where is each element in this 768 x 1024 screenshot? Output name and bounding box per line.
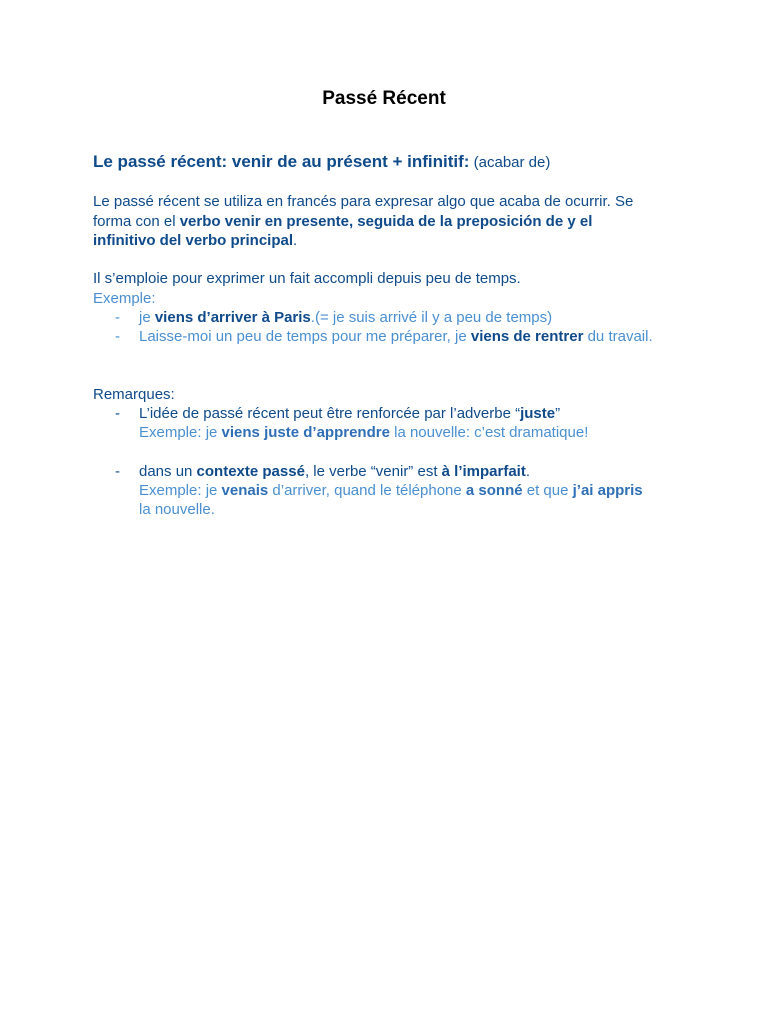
r2-post: . [525, 463, 531, 480]
ex1-pre: je [139, 309, 155, 326]
r2-ex-bold1: venais [221, 482, 269, 499]
r2-mid: , le verbe “venir” est [304, 463, 442, 480]
page-title: Passé Récent [322, 88, 446, 109]
section-heading [93, 152, 550, 172]
example-1 [139, 308, 552, 327]
bullet: - [115, 463, 120, 480]
bullet: - [115, 309, 120, 326]
r1-ex-post: la nouvelle: c’est dramatique! [389, 424, 589, 441]
ex2-post: du travail. [583, 328, 653, 345]
heading-main: Le passé récent: venir de au présent + infinitif: [93, 152, 470, 171]
r1-ex-bold: viens juste d’apprendre [221, 424, 390, 441]
remark-1-example [139, 423, 588, 442]
ex2-pre: Laisse-moi un peu de temps pour me préparer, je [139, 328, 471, 345]
r2-ex-mid2: et que [522, 482, 573, 499]
r2-pre: dans un [139, 463, 197, 480]
remarques-label: Remarques: [93, 386, 175, 403]
intro-l3-bold: infinitivo del verbo principal [93, 232, 294, 249]
r1-pre: L’idée de passé récent peut être renforcée par l’adverbe “ [139, 405, 521, 422]
intro-l3-post: . [293, 232, 298, 249]
ex1-post: .(= je suis arrivé il y a peu de temps) [310, 309, 553, 326]
ex1-bold: viens d’arriver à Paris [154, 309, 311, 326]
bullet: - [115, 328, 120, 345]
r2-bold2: à l’imparfait [441, 463, 526, 480]
intro-line-1: Le passé récent se utiliza en francés para expresar algo que acaba de ocurrir. Se [93, 193, 634, 210]
remark-2-example-line-2: la nouvelle. [139, 501, 215, 518]
bullet: - [115, 405, 120, 422]
r2-bold1: contexte passé [196, 463, 305, 480]
remark-2-example [139, 481, 643, 500]
r1-ex-pre: Exemple: je [139, 424, 222, 441]
remark-2 [139, 462, 530, 481]
intro-l2-bold: verbo venir en presente, seguida de la preposición de y el [179, 213, 593, 230]
exemple-label: Exemple: [93, 290, 156, 307]
r1-bold: juste [520, 405, 556, 422]
r1-post: ” [555, 405, 561, 422]
r2-ex-pre: Exemple: je [139, 482, 222, 499]
usage-line: Il s’emploie pour exprimer un fait accompli depuis peu de temps. [93, 270, 521, 287]
r2-ex-bold3: j’ai appris [572, 482, 643, 499]
ex2-bold: viens de rentrer [470, 328, 584, 345]
intro-line-2 [93, 212, 592, 231]
example-2 [139, 327, 653, 346]
r2-ex-bold2: a sonné [465, 482, 523, 499]
intro-line-3 [93, 231, 297, 250]
heading-note: (acabar de) [473, 154, 551, 171]
r2-ex-mid1: d’arriver, quand le téléphone [268, 482, 466, 499]
intro-l2-pre: forma con el [93, 213, 180, 230]
remark-1 [139, 404, 560, 423]
